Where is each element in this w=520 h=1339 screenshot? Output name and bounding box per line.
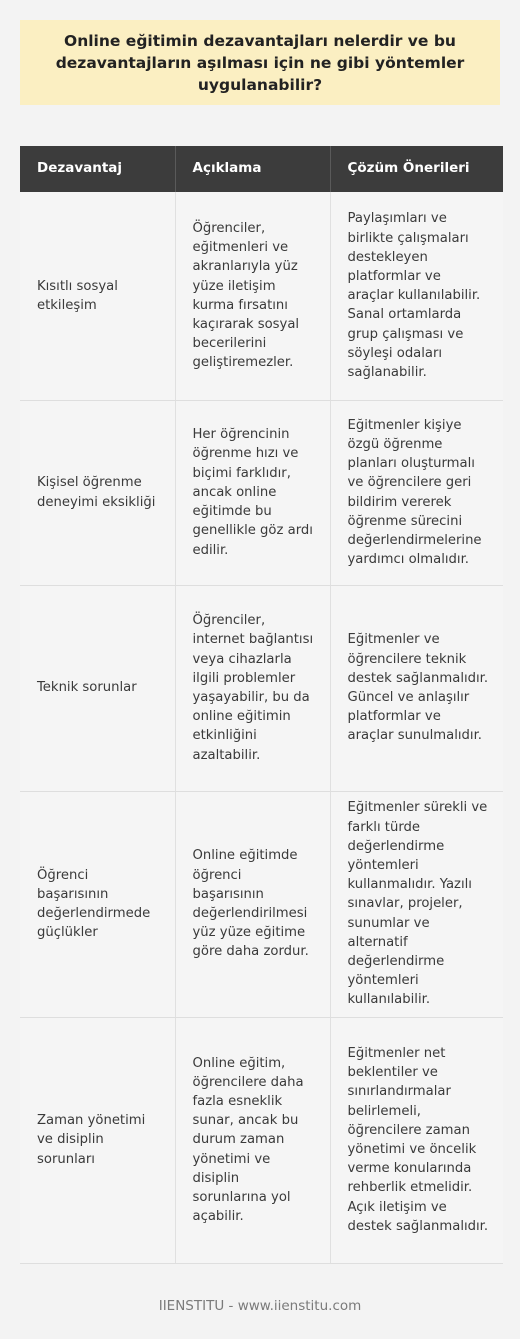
cell-aciklama: Öğrenciler, eğitmenleri ve akranlarıyla yüz yüze iletişim kurma fırsatını kaçırarak sosyal becerilerini geliştiremezler. (175, 192, 330, 400)
cell-cozum: Eğitmenler ve öğrencilere teknik destek sağlanmalıdır. Güncel ve anlaşılır platformlar ve araçlar sunulmalıdır. (330, 585, 503, 791)
comparison-table (20, 146, 503, 1264)
footer-credit: IIENSTITU - www.iienstitu.com (158, 1298, 362, 1314)
cell-aciklama: Online eğitimde öğrenci başarısının değerlendirilmesi yüz yüze eğitime göre daha zordur. (175, 791, 330, 1017)
cell-aciklama: Her öğrencinin öğrenme hızı ve biçimi farklıdır, ancak online eğitimde bu genellikle göz ardı edilir. (175, 400, 330, 585)
cell-dezavantaj: Teknik sorunlar (20, 585, 175, 791)
cell-dezavantaj: Öğrenci başarısının değerlendirmede güçlükler (20, 791, 175, 1017)
cell-cozum: Eğitmenler net beklentiler ve sınırlandırmalar belirlemeli, öğrencilere zaman yönetimi ve öncelik verme konularında rehberlik etmelidir. Açık iletişim ve destek sağlanmalıdır. (330, 1017, 503, 1263)
header-aciklama: Açıklama (175, 146, 330, 192)
cell-dezavantaj: Zaman yönetimi ve disiplin sorunları (20, 1017, 175, 1263)
page-title-box (20, 20, 500, 105)
header-dezavantaj: Dezavantaj (20, 146, 175, 192)
table-row (20, 400, 503, 585)
table-row (20, 1017, 503, 1263)
header-cozum: Çözüm Önerileri (330, 146, 503, 192)
page-title: Online eğitimin dezavantajları nelerdir ve bu dezavantajların aşılması için ne gibi yöntemler uygulanabilir? (55, 31, 465, 94)
table-row (20, 791, 503, 1017)
cell-dezavantaj: Kısıtlı sosyal etkileşim (20, 192, 175, 400)
cell-cozum: Eğitmenler kişiye özgü öğrenme planları oluşturmalı ve öğrencilere geri bildirim vererek öğrenme sürecini değerlendirmelerine yardımcı olmalıdır. (330, 400, 503, 585)
cell-aciklama: Öğrenciler, internet bağlantısı veya cihazlarla ilgili problemler yaşayabilir, bu da online eğitimin etkinliğini azaltabilir. (175, 585, 330, 791)
cell-dezavantaj: Kişisel öğrenme deneyimi eksikliği (20, 400, 175, 585)
cell-aciklama: Online eğitim, öğrencilere daha fazla esneklik sunar, ancak bu durum zaman yönetimi ve disiplin sorunlarına yol açabilir. (175, 1017, 330, 1263)
table-row (20, 585, 503, 791)
cell-cozum: Eğitmenler sürekli ve farklı türde değerlendirme yöntemleri kullanmalıdır. Yazılı sınavlar, projeler, sunumlar ve alternatif değerlendirme yöntemleri kullanılabilir. (330, 791, 503, 1017)
table-header-row (20, 146, 503, 192)
table-row (20, 192, 503, 400)
cell-cozum: Paylaşımları ve birlikte çalışmaları destekleyen platformlar ve araçlar kullanılabilir. Sanal ortamlarda grup çalışması ve söyleşi odaları sağlanabilir. (330, 192, 503, 400)
